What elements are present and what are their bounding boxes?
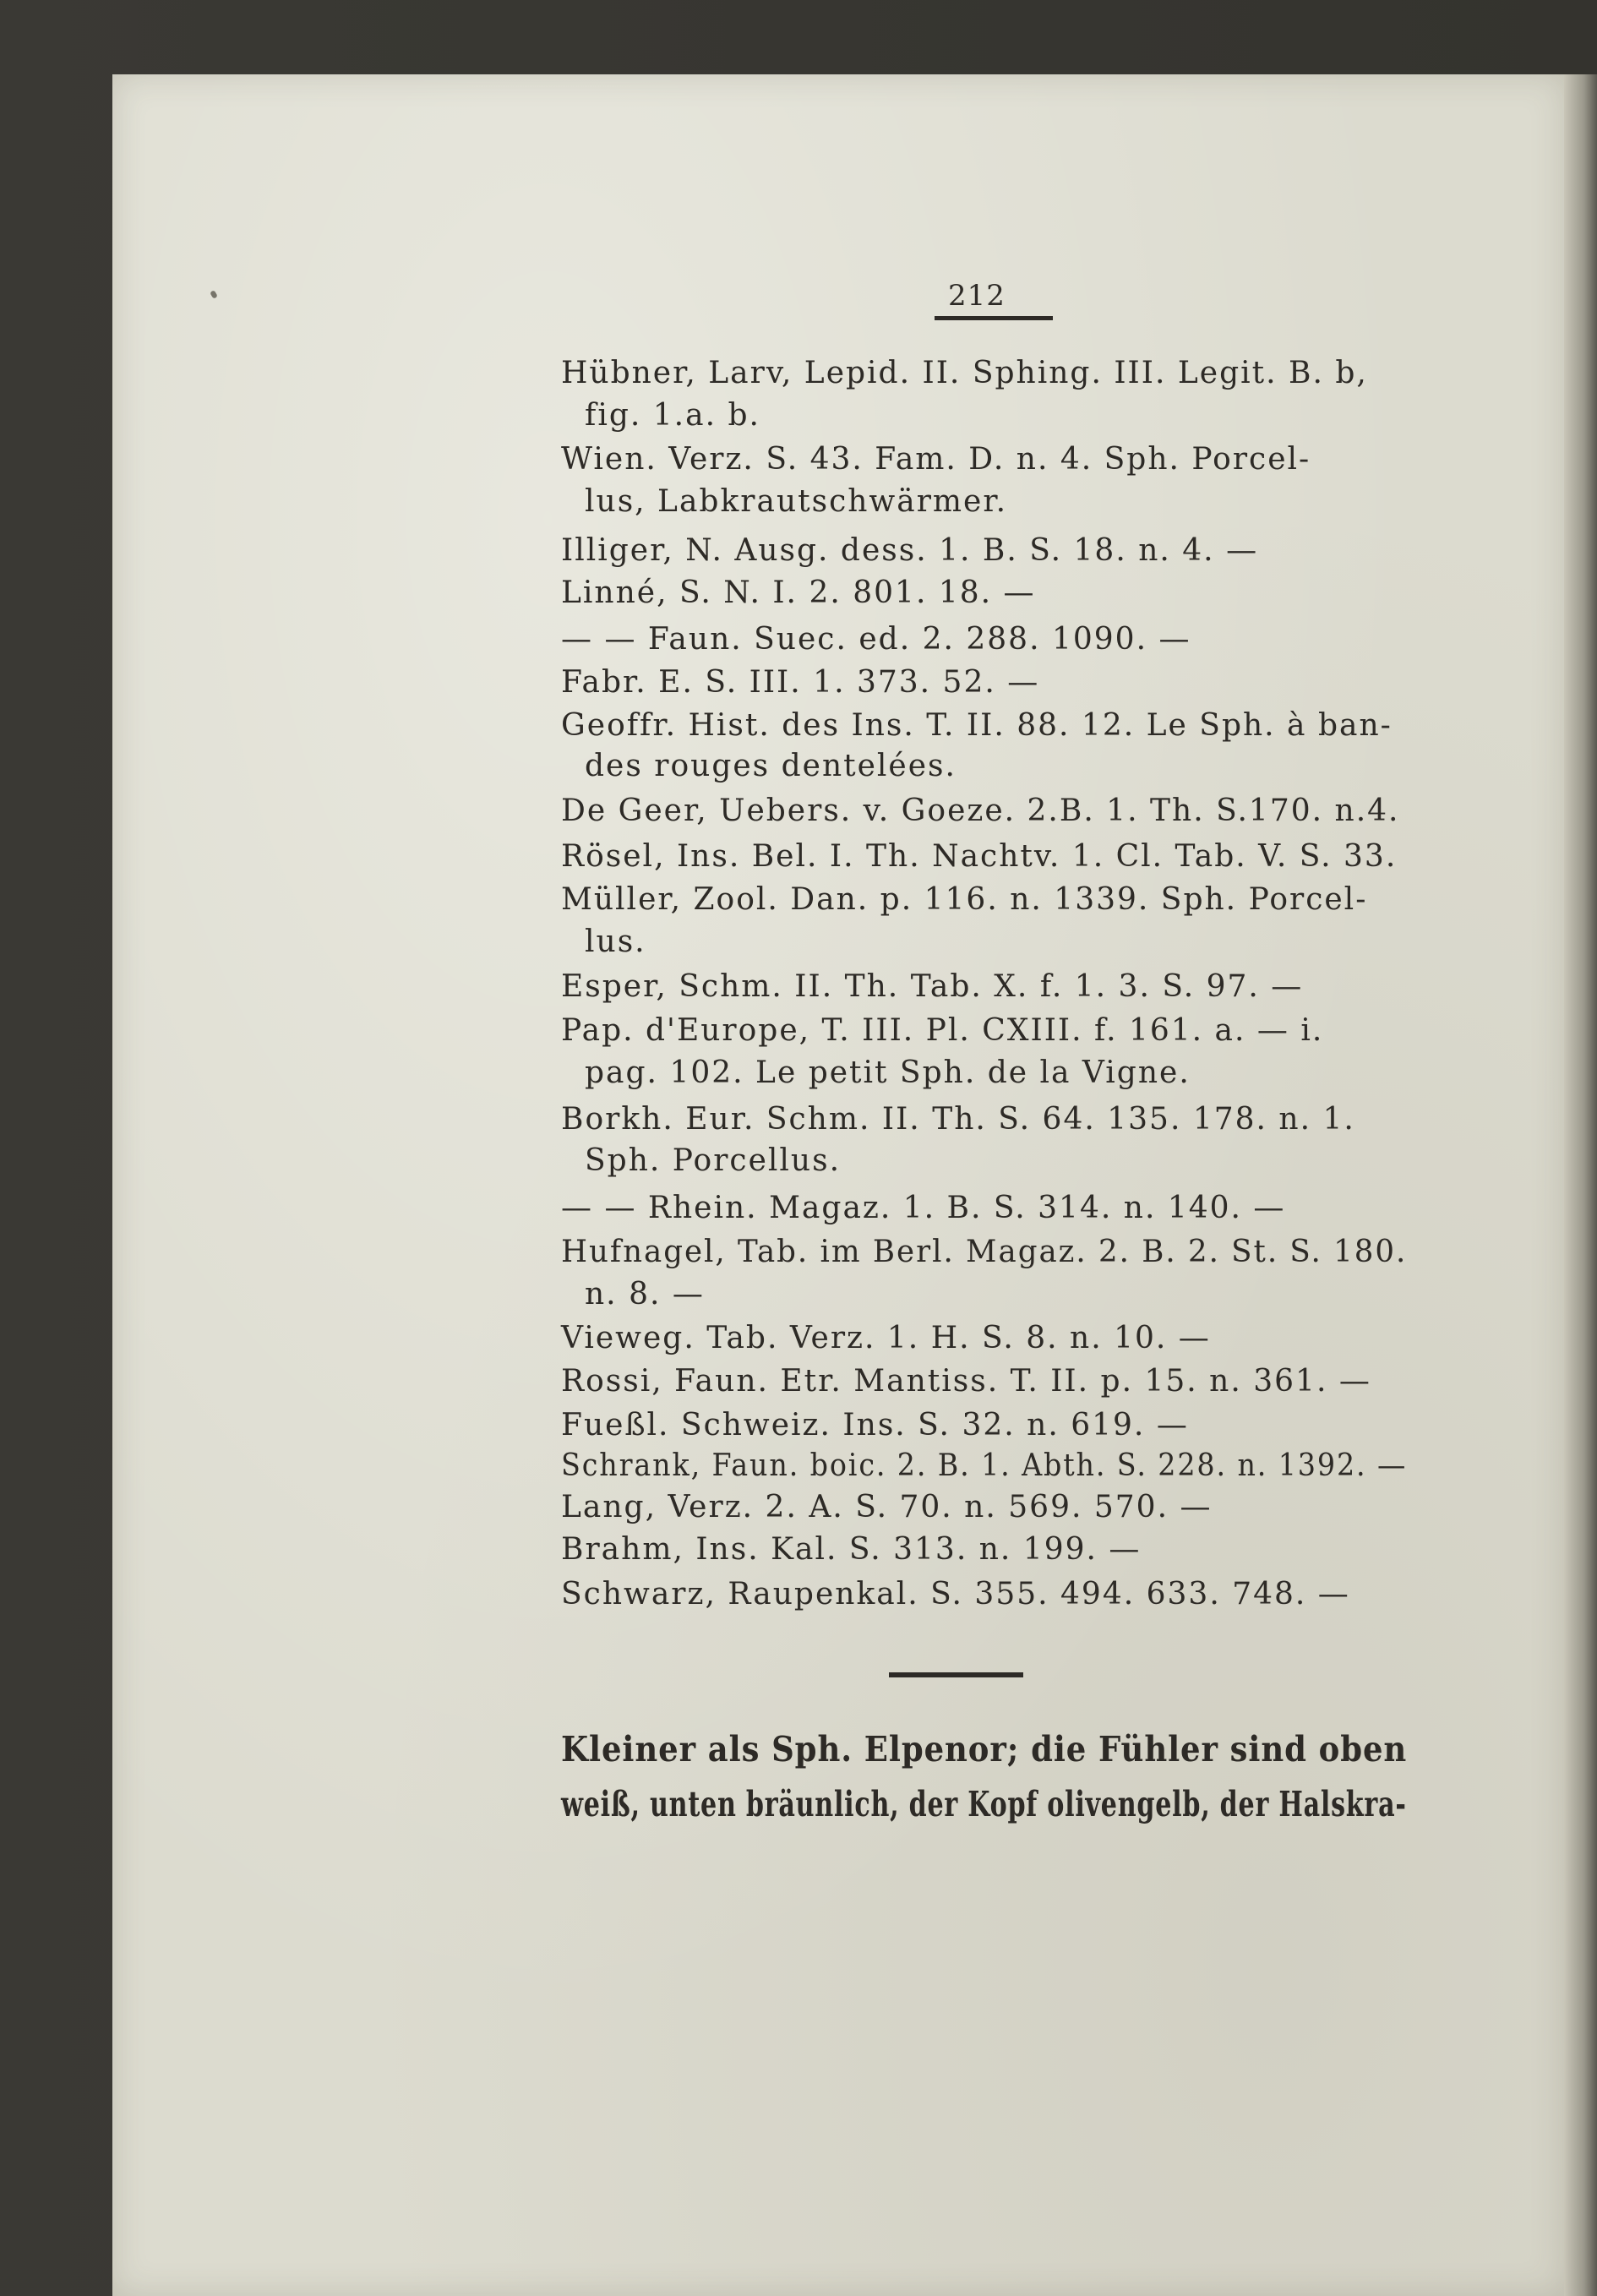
description-line: weiß, unten bräunlich, der Kopf olivengelb, der Halskra- xyxy=(561,1784,1407,1824)
page-edge xyxy=(1564,74,1597,2296)
entry-line: Pap. d'Europe, T. III. Pl. CXIII. f. 161. a. — i. xyxy=(561,1013,1324,1048)
entry-line: — — Rhein. Magaz. 1. B. S. 314. n. 140. — xyxy=(561,1191,1286,1225)
entry-line: Linné, S. N. I. 2. 801. 18. — xyxy=(561,575,1036,610)
entry-line: fig. 1.a. b. xyxy=(585,398,760,433)
entry-line: Hufnagel, Tab. im Berl. Magaz. 2. B. 2. St. S. 180. xyxy=(561,1235,1408,1269)
entry-line: des rouges dentelées. xyxy=(585,749,957,783)
entry-line: De Geer, Uebers. v. Goeze. 2.B. 1. Th. S.170. n.4. xyxy=(561,794,1400,828)
entry-line: Fabr. E. S. III. 1. 373. 52. — xyxy=(561,665,1040,700)
entry-line: Fueßl. Schweiz. Ins. S. 32. n. 619. — xyxy=(561,1408,1189,1442)
entry-line: Geoffr. Hist. des Ins. T. II. 88. 12. Le Sph. à ban- xyxy=(561,708,1393,743)
entry-line: Lang, Verz. 2. A. S. 70. n. 569. 570. — xyxy=(561,1490,1213,1524)
entry-line: Sph. Porcellus. xyxy=(585,1143,842,1178)
entry-line: Rossi, Faun. Etr. Mantiss. T. II. p. 15. n. 361. — xyxy=(561,1364,1371,1399)
entry-line: Borkh. Eur. Schm. II. Th. S. 64. 135. 178. n. 1. xyxy=(561,1102,1355,1137)
entry-line: lus. xyxy=(585,924,646,959)
entry-line: lus, Labkrautschwärmer. xyxy=(585,484,1008,519)
entry-line: Schwarz, Raupenkal. S. 355. 494. 633. 748. — xyxy=(561,1577,1350,1612)
book-page xyxy=(112,74,1564,2296)
entry-line: Rösel, Ins. Bel. I. Th. Nachtv. 1. Cl. Tab. V. S. 33. xyxy=(561,839,1398,874)
entry-line: n. 8. — xyxy=(585,1277,705,1312)
entry-line: Wien. Verz. S. 43. Fam. D. n. 4. Sph. Porcel- xyxy=(561,442,1311,477)
entry-line: Illiger, N. Ausg. dess. 1. B. S. 18. n. 4. — xyxy=(561,533,1259,568)
entry-line: — — Faun. Suec. ed. 2. 288. 1090. — xyxy=(561,622,1191,657)
section-rule xyxy=(889,1672,1023,1677)
header-rule xyxy=(935,316,1053,320)
entry-line: Esper, Schm. II. Th. Tab. X. f. 1. 3. S. 97. — xyxy=(561,969,1304,1004)
description-line: Kleiner als Sph. Elpenor; die Fühler sind oben xyxy=(561,1729,1408,1770)
entry-line: Müller, Zool. Dan. p. 116. n. 1339. Sph. Porcel- xyxy=(561,882,1368,917)
entry-line: Hübner, Larv, Lepid. II. Sphing. III. Legit. B. b, xyxy=(561,356,1368,390)
entry-line: Vieweg. Tab. Verz. 1. H. S. 8. n. 10. — xyxy=(561,1321,1211,1355)
entry-line: Schrank, Faun. boic. 2. B. 1. Abth. S. 228. n. 1392. — xyxy=(561,1448,1408,1483)
entry-line: pag. 102. Le petit Sph. de la Vigne. xyxy=(585,1055,1191,1090)
entry-line: Brahm, Ins. Kal. S. 313. n. 199. — xyxy=(561,1532,1142,1567)
page-number: 212 xyxy=(948,279,1006,313)
